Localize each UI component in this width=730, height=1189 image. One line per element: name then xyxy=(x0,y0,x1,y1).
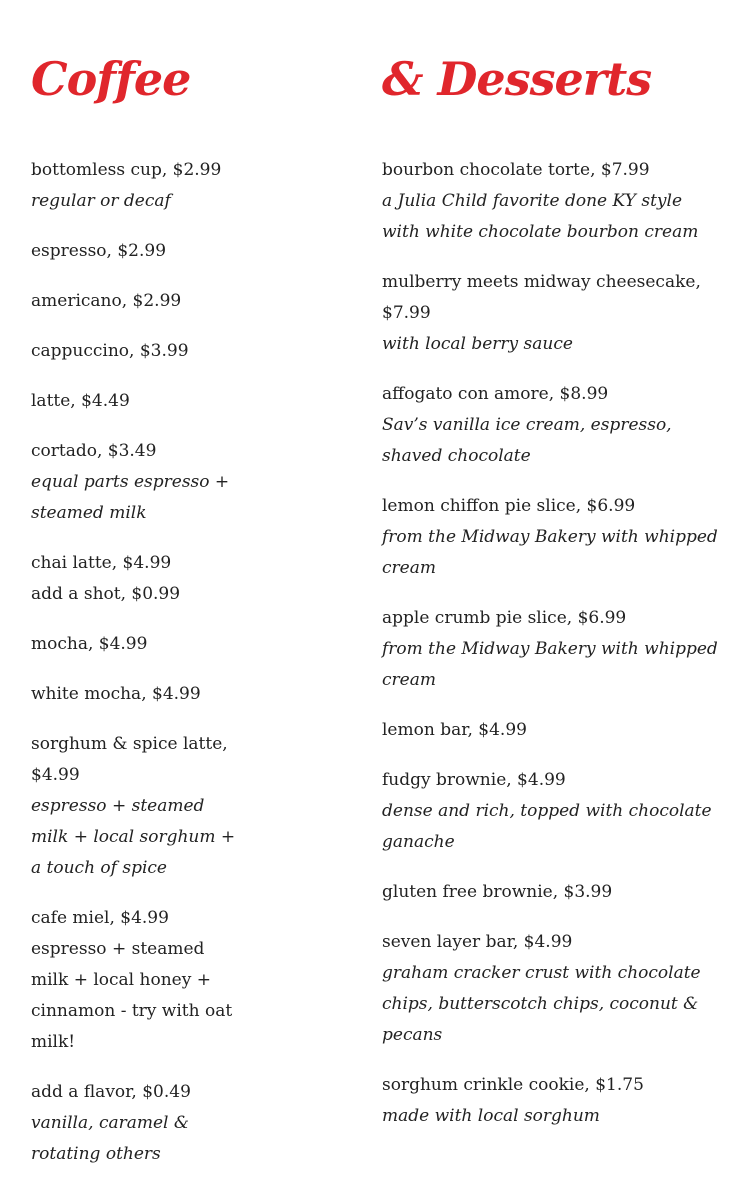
item-description: graham cracker crust with chocolate chips, butterscotch chips, coconut & pecans xyxy=(382,963,701,1045)
desserts-menu-list xyxy=(382,155,722,1151)
item-description: from the Midway Bakery with whipped cream xyxy=(382,527,718,578)
menu-item xyxy=(382,491,722,584)
item-description: made with local sorghum xyxy=(382,1106,600,1126)
item-addon: add a shot, $0.99 xyxy=(31,584,181,604)
item-name-price: seven layer bar, $4.99 xyxy=(382,932,573,952)
menu-item xyxy=(382,155,722,248)
menu-item xyxy=(31,903,246,1058)
menu-item xyxy=(31,436,246,529)
item-addon: espresso + steamed milk + local honey + cinnamon - try with oat milk! xyxy=(31,939,233,1052)
item-description: equal parts espresso + steamed milk xyxy=(31,472,230,523)
coffee-heading: Coffee xyxy=(31,52,191,106)
item-description: a Julia Child favorite done KY style with white chocolate bourbon cream xyxy=(382,191,699,242)
item-name-price: mocha, $4.99 xyxy=(31,634,148,654)
item-name-price: affogato con amore, $8.99 xyxy=(382,384,609,404)
item-name-price: cafe miel, $4.99 xyxy=(31,908,169,928)
item-name-price: espresso, $2.99 xyxy=(31,241,167,261)
item-description: dense and rich, topped with chocolate ganache xyxy=(382,801,712,852)
item-name-price: lemon bar, $4.99 xyxy=(382,720,527,740)
item-name-price: apple crumb pie slice, $6.99 xyxy=(382,608,627,628)
item-name-price: add a flavor, $0.49 xyxy=(31,1082,191,1102)
item-name-price: latte, $4.49 xyxy=(31,391,130,411)
menu-item xyxy=(31,155,246,217)
item-name-price: chai latte, $4.99 xyxy=(31,553,172,573)
menu-item xyxy=(31,386,246,417)
item-description: with local berry sauce xyxy=(382,334,573,354)
item-name-price: mulberry meets midway cheesecake, $7.99 xyxy=(382,272,701,323)
menu-item xyxy=(31,236,246,267)
menu-item xyxy=(382,765,722,858)
item-name-price: lemon chiffon pie slice, $6.99 xyxy=(382,496,636,516)
menu-item xyxy=(31,548,246,610)
item-description: vanilla, caramel & rotating others xyxy=(31,1113,190,1164)
menu-item xyxy=(31,336,246,367)
item-name-price: fudgy brownie, $4.99 xyxy=(382,770,566,790)
menu-item xyxy=(382,267,722,360)
menu-item xyxy=(31,729,246,884)
item-name-price: sorghum crinkle cookie, $1.75 xyxy=(382,1075,644,1095)
menu-item xyxy=(382,927,722,1051)
item-name-price: sorghum & spice latte, $4.99 xyxy=(31,734,228,785)
menu-item xyxy=(382,715,722,746)
desserts-heading: & Desserts xyxy=(382,52,652,106)
item-description: espresso + steamed milk + local sorghum + a touch of spice xyxy=(31,796,236,878)
item-name-price: gluten free brownie, $3.99 xyxy=(382,882,613,902)
menu-item xyxy=(382,1070,722,1132)
item-name-price: bourbon chocolate torte, $7.99 xyxy=(382,160,650,180)
item-description: regular or decaf xyxy=(31,191,171,211)
item-description: Sav’s vanilla ice cream, espresso, shaved chocolate xyxy=(382,415,672,466)
item-name-price: cortado, $3.49 xyxy=(31,441,157,461)
menu-item xyxy=(31,286,246,317)
item-name-price: cappuccino, $3.99 xyxy=(31,341,189,361)
menu-item xyxy=(31,629,246,660)
menu-item xyxy=(31,1077,246,1170)
item-name-price: americano, $2.99 xyxy=(31,291,182,311)
item-name-price: white mocha, $4.99 xyxy=(31,684,201,704)
menu-item xyxy=(382,877,722,908)
item-name-price: bottomless cup, $2.99 xyxy=(31,160,222,180)
coffee-menu-list xyxy=(31,155,246,1189)
menu-item xyxy=(382,603,722,696)
menu-item xyxy=(31,679,246,710)
menu-item xyxy=(382,379,722,472)
item-description: from the Midway Bakery with whipped cream xyxy=(382,639,718,690)
